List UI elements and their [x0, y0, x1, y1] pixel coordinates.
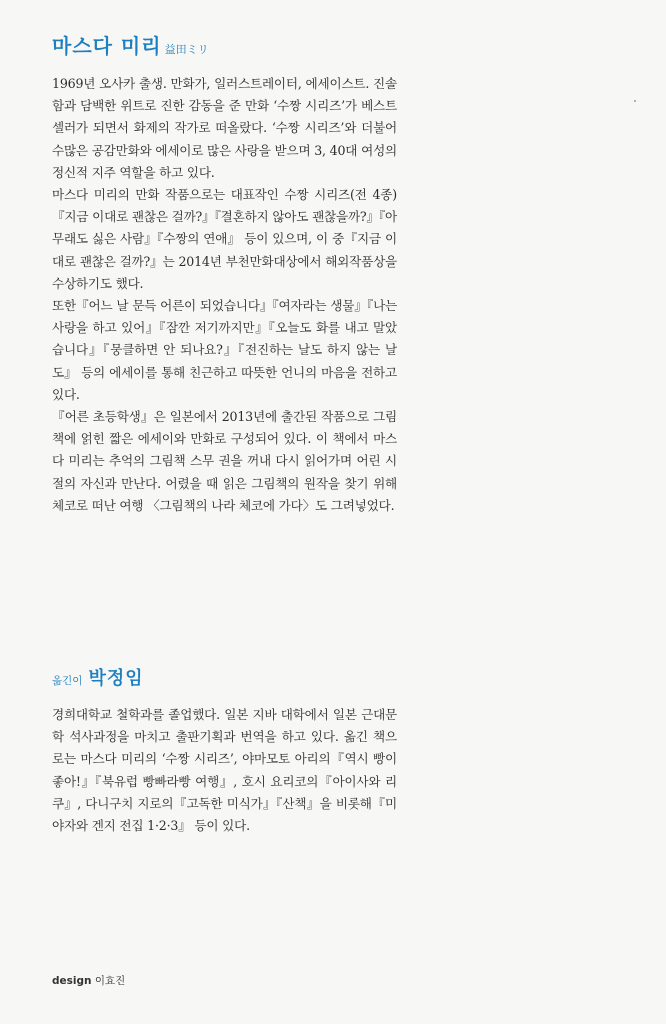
author-heading: [52, 30, 397, 59]
translator-label: 옮긴이: [52, 675, 83, 687]
author-bio-paragraph-2: 마스다 미리의 만화 작품으로는 대표작인 수짱 시리즈(전 4종)『지금 이대로 괜찮은 걸까?』『결혼하지 않아도 괜찮을까?』『아무래도 싫은 사람』『수짱의 연애』 등이 있으며, 이 중『지금 이대로 괜찮은 걸까?』는 2014년 부천만화대상에서 해외작품상을 수상하기도 했다.: [52, 187, 397, 291]
translator-name: 박정임: [88, 668, 144, 689]
translator-section: [52, 664, 397, 837]
design-credit: [52, 973, 125, 988]
design-credit-label: design: [52, 975, 92, 987]
translator-bio-paragraph: 경희대학교 철학과를 졸업했다. 일본 지바 대학에서 일본 근대문학 석사과정을 마치고 출판기획과 번역을 하고 있다. 옮긴 책으로는 마스다 미리의 ‘수짱 시리즈’, 야마모토 아리의『역시 빵이 좋아!』『북유럽 빵빠라빵 여행』, 호시 요리코의『아이사와 리쿠』, 다니구치 지로의『고독한 미식가』『산책』을 비롯해『미야자와 겐지 전집 1·2·3』 등이 있다.: [52, 707, 397, 834]
author-name-japanese: 益田ミリ: [164, 43, 209, 56]
translator-heading: [52, 664, 397, 690]
author-bio-paragraph-4: 『어른 초등학생』은 일본에서 2013년에 출간된 작품으로 그림책에 얽힌 짧은 에세이와 만화로 구성되어 있다. 이 책에서 마스다 미리는 추억의 그림책 스무 권을 꺼내 다시 읽어가며 어린 시절의 자신과 만난다. 어렸을 때 읽은 그림책의 원작을 찾기 위해 체코로 떠난 여행 〈그림책의 나라 체코에 가다〉도 그려넣었다.: [52, 409, 397, 513]
author-bio-paragraph-1: 1969년 오사카 출생. 만화가, 일러스트레이터, 에세이스트. 진솔함과 담백한 위트로 진한 감동을 준 만화 ‘수짱 시리즈’가 베스트셀러가 되면서 화제의 작가로 떠올랐다. ‘수짱 시리즈’와 더불어 수많은 공감만화와 에세이로 많은 사랑을 받으며 3, 40대 여성의 정신적 지주 역할을 하고 있다.: [52, 76, 397, 180]
author-section: [52, 30, 397, 517]
author-bio-paragraph-3: 또한『어느 날 문득 어른이 되었습니다』『여자라는 생물』『나는 사랑을 하고 있어』『잠깐 저기까지만』『오늘도 화를 내고 말았습니다』『뭉클하면 안 되나요?』『전진하는 날도 하지 않는 날도』 등의 에세이를 통해 친근하고 따뜻한 언니의 마음을 전하고 있다.: [52, 298, 397, 402]
paper-speck: [634, 100, 636, 102]
design-credit-name: 이효진: [94, 975, 126, 987]
author-name: 마스다 미리: [52, 34, 162, 58]
